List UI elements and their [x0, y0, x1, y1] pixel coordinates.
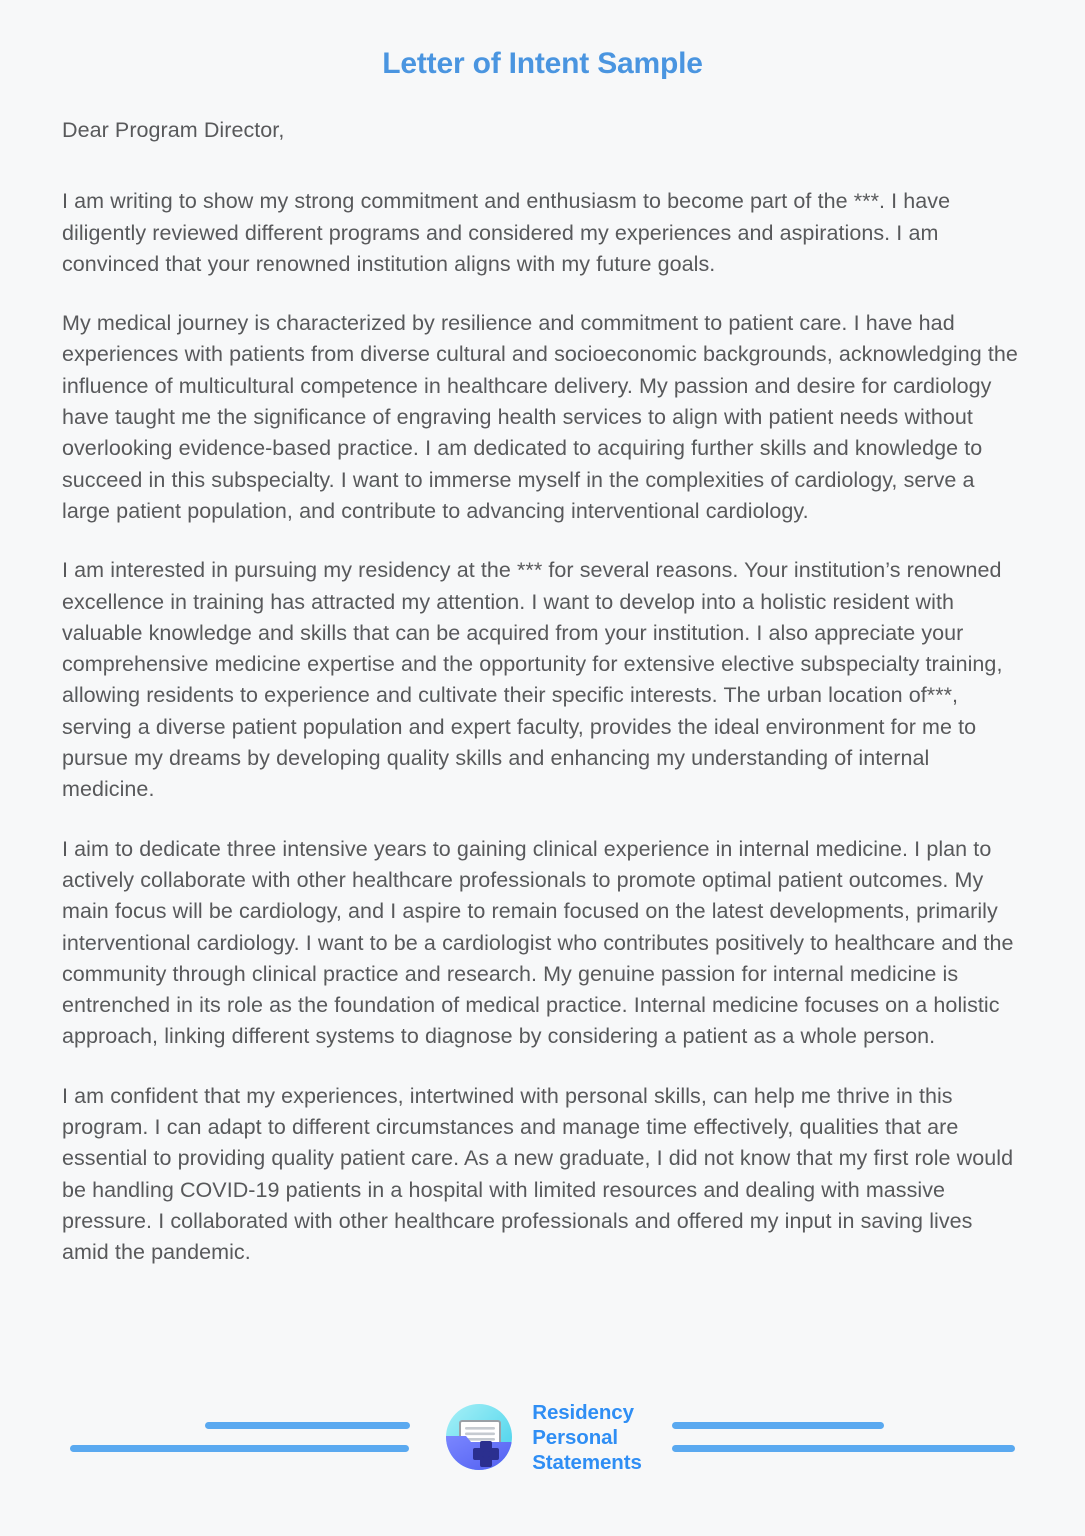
footer-rules-right: [672, 1422, 1015, 1452]
brand-logo: [440, 1398, 642, 1476]
letter-paragraph-5: I am confident that my experiences, intertwined with personal skills, can help me thrive in this program. I can adapt to different circumstances and manage time effectively, qualities that are essential to providing quality patient care. As a new graduate, I did not know that my first role would be handling COVID-19 patients in a hospital with limited resources and dealing with massive pressure. I collaborated with other healthcare professionals and offered my input in saving lives amid the pandemic.: [62, 1083, 1014, 1265]
footer-rules-left: [70, 1422, 410, 1452]
brand-wordmark-line-1: Residency: [532, 1400, 634, 1424]
letter-paragraph-2: My medical journey is characterized by resilience and commitment to patient care. I have had experiences with patients from diverse cultural and socioeconomic backgrounds, acknowledging the influence of multicultural competence in healthcare delivery. My passion and desire for cardiology have taught me the significance of engraving health services to align with patient needs without overlooking evidence-based practice. I am dedicated to acquiring further skills and knowledge to succeed in this subspecialty. I want to immerse myself in the complexities of cardiology, serve a large patient population, and contribute to advancing interventional cardiology.: [62, 311, 1018, 523]
footer-rule-right-top: [672, 1422, 884, 1429]
brand-wordmark-line-2: Personal: [532, 1425, 619, 1449]
folder-document-medical-cross-icon: [440, 1398, 518, 1476]
letter-paragraph-3: I am interested in pursuing my residency at the *** for several reasons. Your institution’s renowned excellence in training has attracted my attention. I want to develop into a holistic resident with valuable knowledge and skills that can be acquired from your institution. I also appreciate your comprehensive medicine expertise and the opportunity for extensive elective subspecialty training, allowing residents to experience and cultivate their specific interests. The urban location of***, serving a diverse patient population and expert faculty, provides the ideal environment for me to pursue my dreams by developing quality skills and enhancing my understanding of internal medicine.: [62, 558, 1003, 802]
footer-rule-left-bottom: [70, 1445, 409, 1452]
brand-wordmark: [532, 1400, 642, 1475]
footer: [0, 1382, 1085, 1492]
letter-greeting: Dear Program Director,: [62, 118, 285, 142]
page-title: Letter of Intent Sample: [382, 47, 703, 80]
brand-wordmark-line-3: Statements: [532, 1450, 642, 1474]
footer-rule-left-top: [205, 1422, 410, 1429]
letter-paragraph-1: I am writing to show my strong commitment and enthusiasm to become part of the ***. I have diligently reviewed different programs and considered my experiences and aspirations. I am convinced that your renowned institution aligns with my future goals.: [62, 189, 951, 276]
footer-rule-right-bottom: [672, 1445, 1015, 1452]
letter-body: [62, 115, 1023, 1536]
letter-paragraph-4: I aim to dedicate three intensive years to gaining clinical experience in internal medicine. I plan to actively collaborate with other healthcare professionals to promote optimal patient outcomes. My main focus will be cardiology, and I aspire to remain focused on the latest developments, primarily interventional cardiology. I want to be a cardiologist who contributes positively to healthcare and the community through clinical practice and research. My genuine passion for internal medicine is entrenched in its role as the foundation of medical practice. Internal medicine focuses on a holistic approach, linking different systems to diagnose by considering a patient as a whole person.: [62, 836, 1014, 1049]
